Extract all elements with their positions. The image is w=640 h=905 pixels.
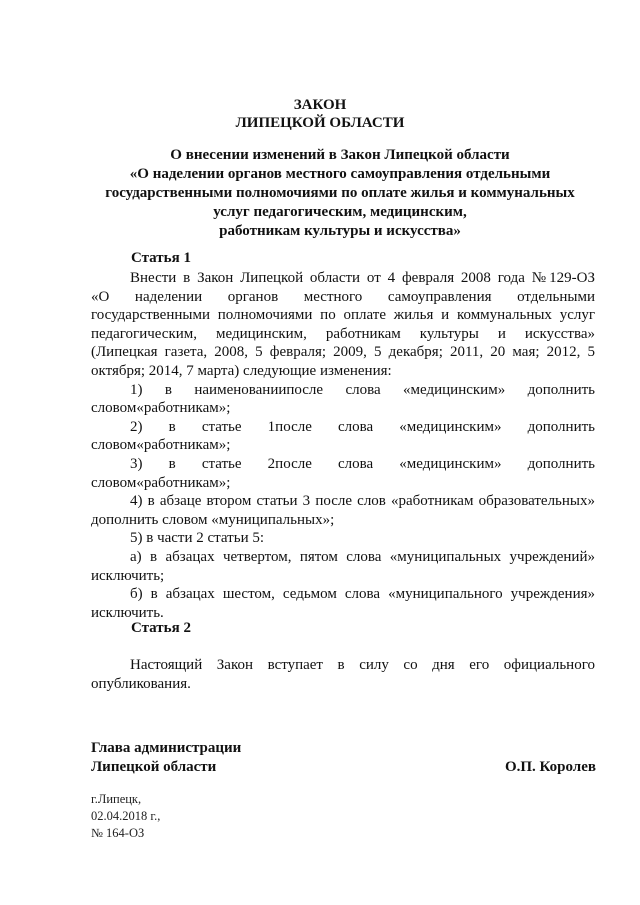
article-1-line: Внести в Закон Липецкой области от 4 февраля 2008 года №129-ОЗ [130,270,595,286]
article-1-line: октября; 2014, 7 марта) следующие изменения: [91,362,392,379]
article-1-heading: Статья 1 [131,250,191,266]
article-1-line: словом«работникам»; [91,437,231,454]
article-1-line: (Липецкая газета, 2008, 5 февраля; 2009, 5 декабря; 2011, 20 мая; 2012, 5 [91,344,595,361]
document-city: г.Липецк, [91,792,142,806]
article-1-line: государственными полномочиями по оплате жилья и коммунальных услуг [91,307,595,324]
law-subtitle [90,146,590,241]
subtitle-line: государственными полномочиями по оплате жилья и коммунальных [105,185,575,201]
article-1-line: «О наделении органов местного самоуправления отдельными [91,288,595,305]
amendment-item-3: 3) в статье 2после слова «медицинским» дополнить [130,455,595,472]
signatory-position-line: Липецкой области [91,759,217,775]
article-1-line: исключить. [91,604,164,621]
amendment-item-5: 5) в части 2 статьи 5: [130,530,265,547]
signatory-name: О.П. Королев [504,759,596,775]
law-region-title: ЛИПЕЦКОЙ ОБЛАСТИ [235,115,405,131]
amendment-item-2: 2) в статье 1после слова «медицинским» дополнить [130,418,595,435]
article-2-text [91,656,595,693]
signatory-position [91,739,241,777]
article-1-line: дополнить словом «муниципальных»; [91,511,335,528]
subtitle-line: работникам культуры и искусства» [219,223,461,239]
article-1-line: словом«работникам»; [91,474,231,491]
amendment-item-1: 1) в наименованиипосле слова «медицинским» дополнить [130,381,595,398]
article-1-text [91,269,595,622]
document-metadata [91,791,160,842]
document-date: 02.04.2018 г., [91,809,161,823]
signatory-position-line: Глава администрации [91,740,242,756]
amendment-subitem-b: б) в абзацах шестом, седьмом слова «муниципального учреждения» [130,586,595,603]
article-1-line: исключить; [91,567,165,584]
subtitle-line: услуг педагогическим, медицинским, [213,204,467,220]
document-number: № 164-ОЗ [91,826,145,840]
article-1-line: словом«работникам»; [91,400,231,417]
article-2-line: опубликования. [91,675,191,692]
article-1-line: педагогическим, медицинским, работникам культуры и искусства» [91,325,595,342]
article-2-heading: Статья 2 [131,620,191,636]
subtitle-line: «О наделении органов местного самоуправления отдельными [129,166,551,182]
subtitle-line: О внесении изменений в Закон Липецкой области [170,147,510,163]
law-title: ЗАКОН [293,97,347,113]
amendment-subitem-a: а) в абзацах четвертом, пятом слова «муниципальных учреждений» [130,548,595,565]
article-2-line: Настоящий Закон вступает в силу со дня его официального [130,657,595,673]
amendment-item-4: 4) в абзаце втором статьи 3 после слов «работникам образовательных» [130,493,595,510]
